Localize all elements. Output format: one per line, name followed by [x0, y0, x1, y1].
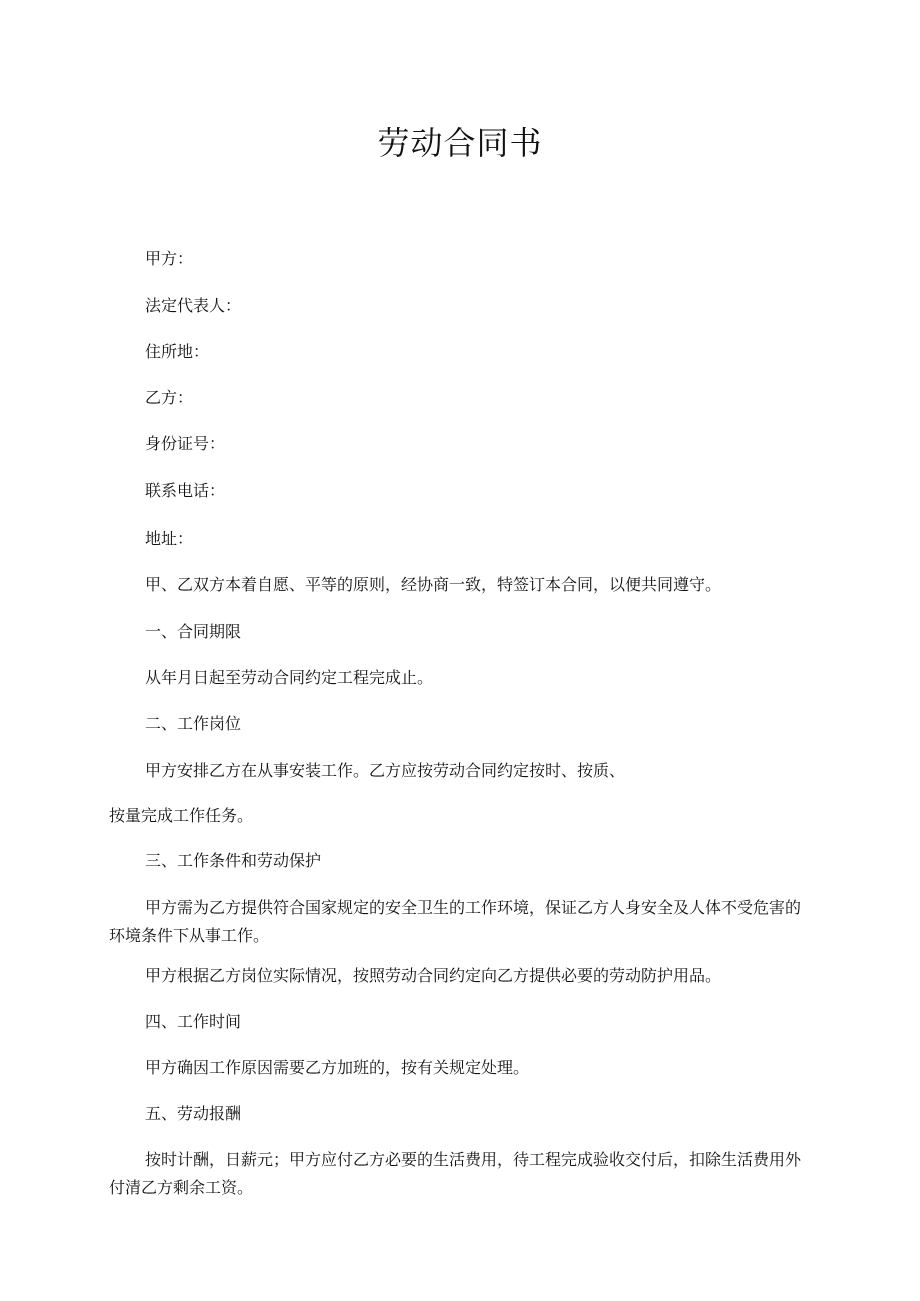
address-label: 地址：	[145, 529, 194, 548]
section-term-heading: 一、合同期限	[145, 622, 242, 641]
legal-rep-label: 法定代表人：	[145, 296, 242, 315]
section-pay-body: 按时计酬，日薪元；甲方应付乙方必要的生活费用，待工程完成验收交付后，扣除生活费用外付清乙方剩余工资。	[109, 1150, 802, 1197]
section-position-body-line2: 按量完成工作任务。	[109, 806, 254, 825]
section-pay-heading: 五、劳动报酬	[145, 1104, 242, 1123]
party-a-label: 甲方：	[145, 249, 194, 268]
section-hours-heading: 四、工作时间	[145, 1012, 242, 1031]
document-title: 劳动合同书	[377, 124, 543, 162]
section-hours-body: 甲方确因工作原因需要乙方加班的，按有关规定处理。	[145, 1058, 530, 1077]
section-conditions-heading: 三、工作条件和劳动保护	[145, 851, 322, 870]
section-term-body: 从年月日起至劳动合同约定工程完成止。	[145, 668, 434, 687]
domicile-label: 住所地：	[145, 342, 210, 361]
section-conditions-para1: 甲方需为乙方提供符合国家规定的安全卫生的工作环境，保证乙方人身安全及人体不受危害的环境条件下从事工作。	[109, 898, 802, 945]
section-position-heading: 二、工作岗位	[145, 714, 242, 733]
phone-label: 联系电话：	[145, 481, 226, 500]
intro-paragraph: 甲、乙双方本着自愿、平等的原则，经协商一致，特签订本合同，以便共同遵守。	[145, 575, 722, 594]
id-number-label: 身份证号：	[145, 434, 226, 453]
section-position-body-line1: 甲方安排乙方在从事安装工作。乙方应按劳动合同约定按时、按质、	[145, 761, 626, 780]
section-conditions-para2: 甲方根据乙方岗位实际情况，按照劳动合同约定向乙方提供必要的劳动防护用品。	[145, 966, 722, 985]
party-b-label: 乙方：	[145, 388, 194, 407]
